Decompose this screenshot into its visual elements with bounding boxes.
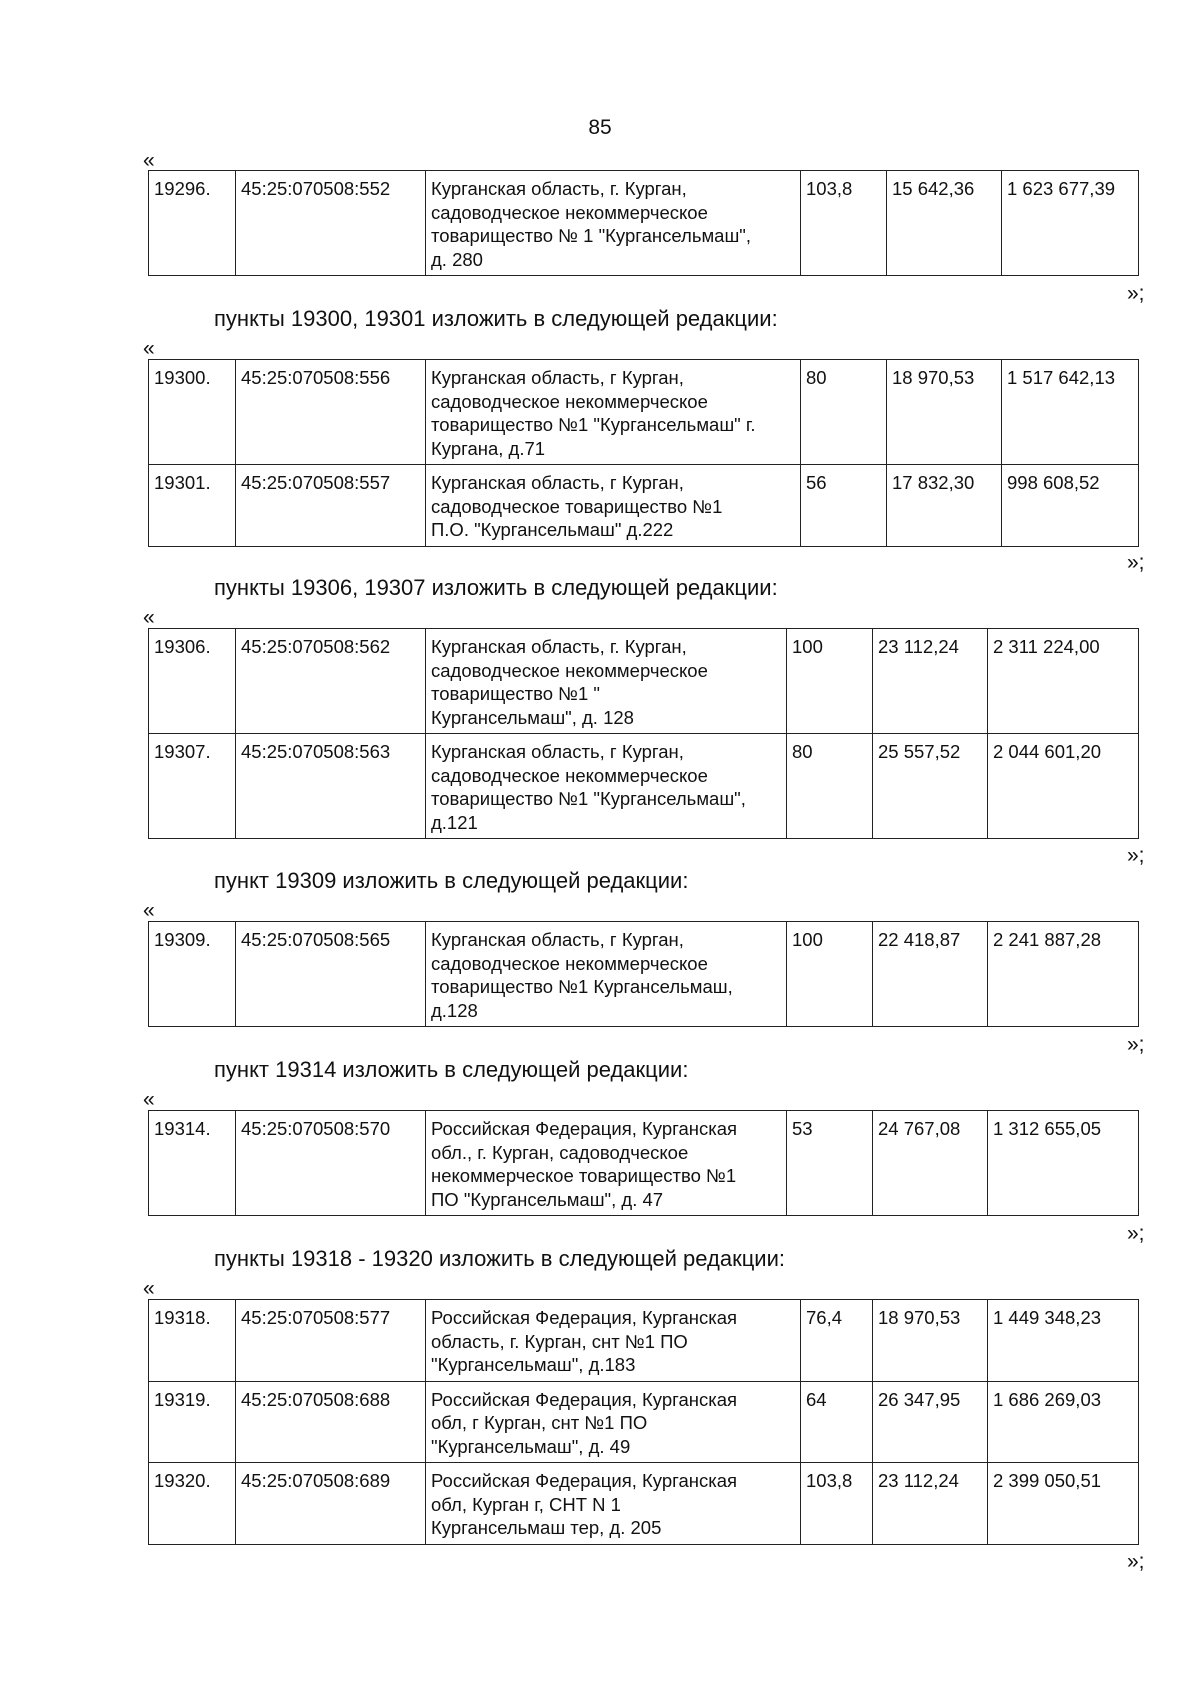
cadastral-number: 45:25:070508:563 [236,734,426,839]
register-table [148,1299,1139,1545]
table-row [149,1381,1139,1463]
open-quote: « [143,337,155,360]
area: 56 [801,465,887,547]
row-number: 19320. [149,1463,236,1545]
cadastral-value: 2 241 887,28 [988,922,1139,1027]
open-quote: « [143,1277,155,1300]
address: Российская Федерация, Курганская обл, г Курган, снт №1 ПО "Кургансельмаш", д. 49 [426,1381,801,1463]
table-row [149,922,1139,1027]
cadastral-number: 45:25:070508:552 [236,171,426,276]
register-table [148,359,1139,547]
address: Российская Федерация, Курганская область, г. Курган, снт №1 ПО "Кургансельмаш", д.183 [426,1300,801,1382]
cadastral-value: 1 623 677,39 [1002,171,1139,276]
area: 53 [787,1111,873,1216]
table-row [149,734,1139,839]
register-table [148,628,1139,839]
specific-value: 18 970,53 [873,1300,988,1382]
row-number: 19319. [149,1381,236,1463]
specific-value: 15 642,36 [887,171,1002,276]
area: 80 [801,360,887,465]
instruction-text: пункты 19318 - 19320 изложить в следующей редакции: [214,1246,786,1271]
instruction-text: пункт 19309 изложить в следующей редакции: [214,868,689,893]
row-number: 19307. [149,734,236,839]
address: Курганская область, г Курган, садоводческое некоммерческое товарищество №1 "Кургансельмаш" г. Кургана, д.71 [426,360,801,465]
cadastral-value: 1 312 655,05 [988,1111,1139,1216]
open-quote: « [143,1088,155,1111]
close-quote: »; [1127,1550,1145,1573]
specific-value: 26 347,95 [873,1381,988,1463]
specific-value: 18 970,53 [887,360,1002,465]
table-row [149,629,1139,734]
table-row [149,360,1139,465]
area: 80 [787,734,873,839]
cadastral-number: 45:25:070508:556 [236,360,426,465]
close-quote: »; [1127,551,1145,574]
specific-value: 22 418,87 [873,922,988,1027]
cadastral-number: 45:25:070508:570 [236,1111,426,1216]
cadastral-number: 45:25:070508:557 [236,465,426,547]
row-number: 19300. [149,360,236,465]
table-row [149,171,1139,276]
table-row [149,1300,1139,1382]
area: 100 [787,922,873,1027]
close-quote: »; [1127,282,1145,305]
cadastral-value: 2 311 224,00 [988,629,1139,734]
specific-value: 23 112,24 [873,1463,988,1545]
instruction-text: пункты 19306, 19307 изложить в следующей редакции: [214,575,778,600]
address: Курганская область, г. Курган, садоводческое некоммерческое товарищество №1 " Кургансельмаш", д. 128 [426,629,787,734]
table-row [149,1463,1139,1545]
close-quote: »; [1127,1222,1145,1245]
cadastral-number: 45:25:070508:577 [236,1300,426,1382]
address: Курганская область, г Курган, садоводческое товарищество №1 П.О. "Кургансельмаш" д.222 [426,465,801,547]
table-row [149,465,1139,547]
open-quote: « [143,899,155,922]
row-number: 19296. [149,171,236,276]
area: 64 [801,1381,873,1463]
specific-value: 23 112,24 [873,629,988,734]
row-number: 19318. [149,1300,236,1382]
address: Курганская область, г Курган, садоводческое некоммерческое товарищество №1 "Кургансельмаш", д.121 [426,734,787,839]
close-quote: »; [1127,844,1145,867]
specific-value: 25 557,52 [873,734,988,839]
page-number: 85 [588,116,612,139]
row-number: 19309. [149,922,236,1027]
cadastral-number: 45:25:070508:562 [236,629,426,734]
address: Курганская область, г Курган, садоводческое некоммерческое товарищество №1 Кургансельмаш, д.128 [426,922,787,1027]
area: 103,8 [801,1463,873,1545]
area: 103,8 [801,171,887,276]
cadastral-value: 2 399 050,51 [988,1463,1139,1545]
register-table [148,921,1139,1027]
register-table [148,1110,1139,1216]
cadastral-value: 1 686 269,03 [988,1381,1139,1463]
instruction-text: пункты 19300, 19301 изложить в следующей редакции: [214,306,778,331]
specific-value: 24 767,08 [873,1111,988,1216]
register-table [148,170,1139,276]
address: Российская Федерация, Курганская обл, Курган г, СНТ N 1 Кургансельмаш тер, д. 205 [426,1463,801,1545]
specific-value: 17 832,30 [887,465,1002,547]
cadastral-value: 2 044 601,20 [988,734,1139,839]
area: 76,4 [801,1300,873,1382]
row-number: 19301. [149,465,236,547]
cadastral-value: 1 517 642,13 [1002,360,1139,465]
cadastral-number: 45:25:070508:688 [236,1381,426,1463]
open-quote: « [143,149,155,172]
area: 100 [787,629,873,734]
row-number: 19306. [149,629,236,734]
cadastral-number: 45:25:070508:565 [236,922,426,1027]
row-number: 19314. [149,1111,236,1216]
cadastral-number: 45:25:070508:689 [236,1463,426,1545]
close-quote: »; [1127,1033,1145,1056]
address: Российская Федерация, Курганская обл., г. Курган, садоводческое некоммерческое товарищество №1 ПО "Кургансельмаш", д. 47 [426,1111,787,1216]
address: Курганская область, г. Курган, садоводческое некоммерческое товарищество № 1 "Кургансельмаш", д. 280 [426,171,801,276]
cadastral-value: 998 608,52 [1002,465,1139,547]
instruction-text: пункт 19314 изложить в следующей редакции: [214,1057,689,1082]
table-row [149,1111,1139,1216]
open-quote: « [143,606,155,629]
cadastral-value: 1 449 348,23 [988,1300,1139,1382]
